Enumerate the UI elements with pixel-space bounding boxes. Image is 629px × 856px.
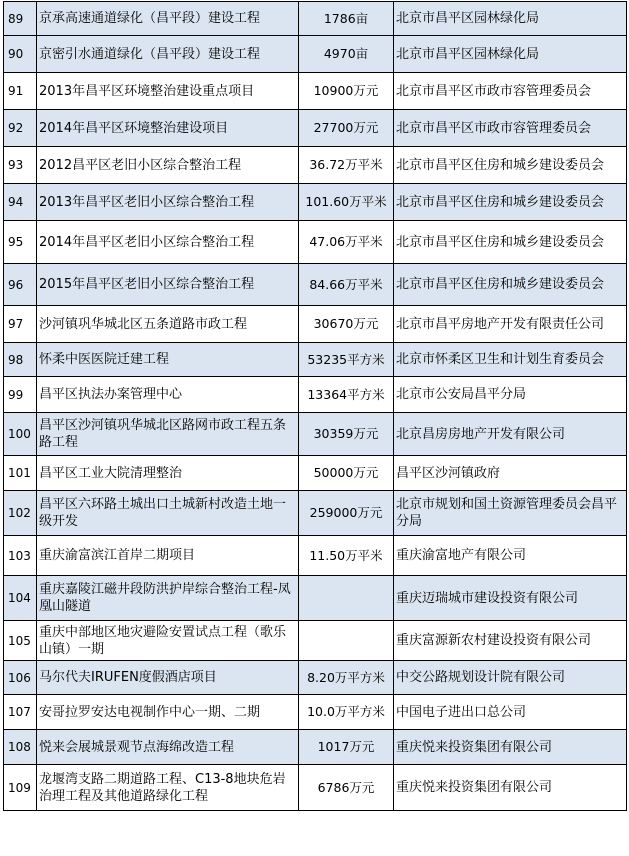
table-row	[4, 491, 627, 536]
row-number: 93	[4, 147, 37, 184]
table-row	[4, 730, 627, 765]
construction-unit: 北京市昌平区市政市容管理委员会	[394, 73, 627, 110]
construction-unit: 重庆渝富地产有限公司	[394, 536, 627, 576]
row-number: 92	[4, 110, 37, 147]
project-name: 京承高速通道绿化（昌平段）建设工程	[37, 2, 299, 36]
project-name: 怀柔中医医院迁建工程	[37, 343, 299, 377]
construction-unit: 昌平区沙河镇政府	[394, 456, 627, 491]
project-scale: 11.50万平米	[299, 536, 394, 576]
construction-unit: 中国电子进出口总公司	[394, 695, 627, 730]
construction-unit: 重庆悦来投资集团有限公司	[394, 730, 627, 765]
project-name: 2014年昌平区环境整治建设项目	[37, 110, 299, 147]
table-row	[4, 110, 627, 147]
table-row	[4, 264, 627, 306]
project-scale	[299, 621, 394, 661]
project-name: 2013年昌平区环境整治建设重点项目	[37, 73, 299, 110]
table-row	[4, 343, 627, 377]
project-name: 京密引水通道绿化（昌平段）建设工程	[37, 36, 299, 73]
construction-unit: 重庆迈瑞城市建设投资有限公司	[394, 576, 627, 621]
row-number: 109	[4, 765, 37, 811]
project-name: 悦来会展城景观节点海绵改造工程	[37, 730, 299, 765]
project-scale: 13364平方米	[299, 377, 394, 413]
project-scale: 259000万元	[299, 491, 394, 536]
project-scale: 1786亩	[299, 2, 394, 36]
row-number: 103	[4, 536, 37, 576]
project-scale: 10.0万平方米	[299, 695, 394, 730]
row-number: 107	[4, 695, 37, 730]
table-row	[4, 621, 627, 661]
project-scale: 1017万元	[299, 730, 394, 765]
project-scale: 84.66万平米	[299, 264, 394, 306]
project-name: 重庆中部地区地灾避险安置试点工程（歌乐山镇）一期	[37, 621, 299, 661]
table-row	[4, 221, 627, 264]
row-number: 108	[4, 730, 37, 765]
construction-unit: 北京市昌平区住房和城乡建设委员会	[394, 147, 627, 184]
construction-unit: 北京市昌平区园林绿化局	[394, 36, 627, 73]
table-row	[4, 36, 627, 73]
row-number: 89	[4, 2, 37, 36]
row-number: 106	[4, 661, 37, 695]
project-scale	[299, 576, 394, 621]
construction-unit: 北京市公安局昌平分局	[394, 377, 627, 413]
project-name: 重庆嘉陵江磁井段防洪护岸综合整治工程-凤凰山隧道	[37, 576, 299, 621]
row-number: 99	[4, 377, 37, 413]
table-row	[4, 377, 627, 413]
project-name: 安哥拉罗安达电视制作中心一期、二期	[37, 695, 299, 730]
row-number: 97	[4, 306, 37, 343]
row-number: 96	[4, 264, 37, 306]
project-name: 昌平区执法办案管理中心	[37, 377, 299, 413]
table-row	[4, 2, 627, 36]
table-body	[4, 2, 627, 811]
construction-unit: 重庆悦来投资集团有限公司	[394, 765, 627, 811]
construction-unit: 重庆富源新农村建设投资有限公司	[394, 621, 627, 661]
project-scale: 101.60万平米	[299, 184, 394, 221]
project-name: 龙堰湾支路二期道路工程、C13-8地块危岩治理工程及其他道路绿化工程	[37, 765, 299, 811]
row-number: 105	[4, 621, 37, 661]
table-row	[4, 536, 627, 576]
project-scale: 10900万元	[299, 73, 394, 110]
project-scale: 30670万元	[299, 306, 394, 343]
table-row	[4, 306, 627, 343]
row-number: 90	[4, 36, 37, 73]
project-name: 马尔代夫IRUFEN度假酒店项目	[37, 661, 299, 695]
row-number: 100	[4, 413, 37, 456]
project-scale: 8.20万平方米	[299, 661, 394, 695]
project-scale: 50000万元	[299, 456, 394, 491]
table-row	[4, 576, 627, 621]
project-scale: 47.06万平米	[299, 221, 394, 264]
project-scale: 30359万元	[299, 413, 394, 456]
row-number: 104	[4, 576, 37, 621]
row-number: 102	[4, 491, 37, 536]
project-table	[3, 1, 627, 811]
project-scale: 53235平方米	[299, 343, 394, 377]
row-number: 101	[4, 456, 37, 491]
row-number: 94	[4, 184, 37, 221]
project-scale: 4970亩	[299, 36, 394, 73]
project-name: 重庆渝富滨江首岸二期项目	[37, 536, 299, 576]
table-row	[4, 73, 627, 110]
project-name: 昌平区六环路土城出口土城新村改造土地一级开发	[37, 491, 299, 536]
construction-unit: 北京市昌平区住房和城乡建设委员会	[394, 264, 627, 306]
project-scale: 36.72万平米	[299, 147, 394, 184]
table-row	[4, 147, 627, 184]
construction-unit: 北京昌房房地产开发有限公司	[394, 413, 627, 456]
row-number: 91	[4, 73, 37, 110]
construction-unit: 北京市昌平区住房和城乡建设委员会	[394, 221, 627, 264]
table-row	[4, 661, 627, 695]
project-name: 2013年昌平区老旧小区综合整治工程	[37, 184, 299, 221]
project-name: 昌平区工业大院清理整治	[37, 456, 299, 491]
table-row	[4, 456, 627, 491]
row-number: 95	[4, 221, 37, 264]
project-name: 2014年昌平区老旧小区综合整治工程	[37, 221, 299, 264]
project-scale: 6786万元	[299, 765, 394, 811]
construction-unit: 北京市规划和国土资源管理委员会昌平分局	[394, 491, 627, 536]
table-row	[4, 765, 627, 811]
project-name: 2015年昌平区老旧小区综合整治工程	[37, 264, 299, 306]
construction-unit: 北京市昌平区园林绿化局	[394, 2, 627, 36]
table-row	[4, 184, 627, 221]
project-scale: 27700万元	[299, 110, 394, 147]
project-name: 2012昌平区老旧小区综合整治工程	[37, 147, 299, 184]
construction-unit: 北京市怀柔区卫生和计划生育委员会	[394, 343, 627, 377]
project-name: 昌平区沙河镇巩华城北区路网市政工程五条路工程	[37, 413, 299, 456]
construction-unit: 北京市昌平区市政市容管理委员会	[394, 110, 627, 147]
construction-unit: 北京市昌平房地产开发有限责任公司	[394, 306, 627, 343]
row-number: 98	[4, 343, 37, 377]
table-row	[4, 413, 627, 456]
construction-unit: 北京市昌平区住房和城乡建设委员会	[394, 184, 627, 221]
table-row	[4, 695, 627, 730]
construction-unit: 中交公路规划设计院有限公司	[394, 661, 627, 695]
project-name: 沙河镇巩华城北区五条道路市政工程	[37, 306, 299, 343]
